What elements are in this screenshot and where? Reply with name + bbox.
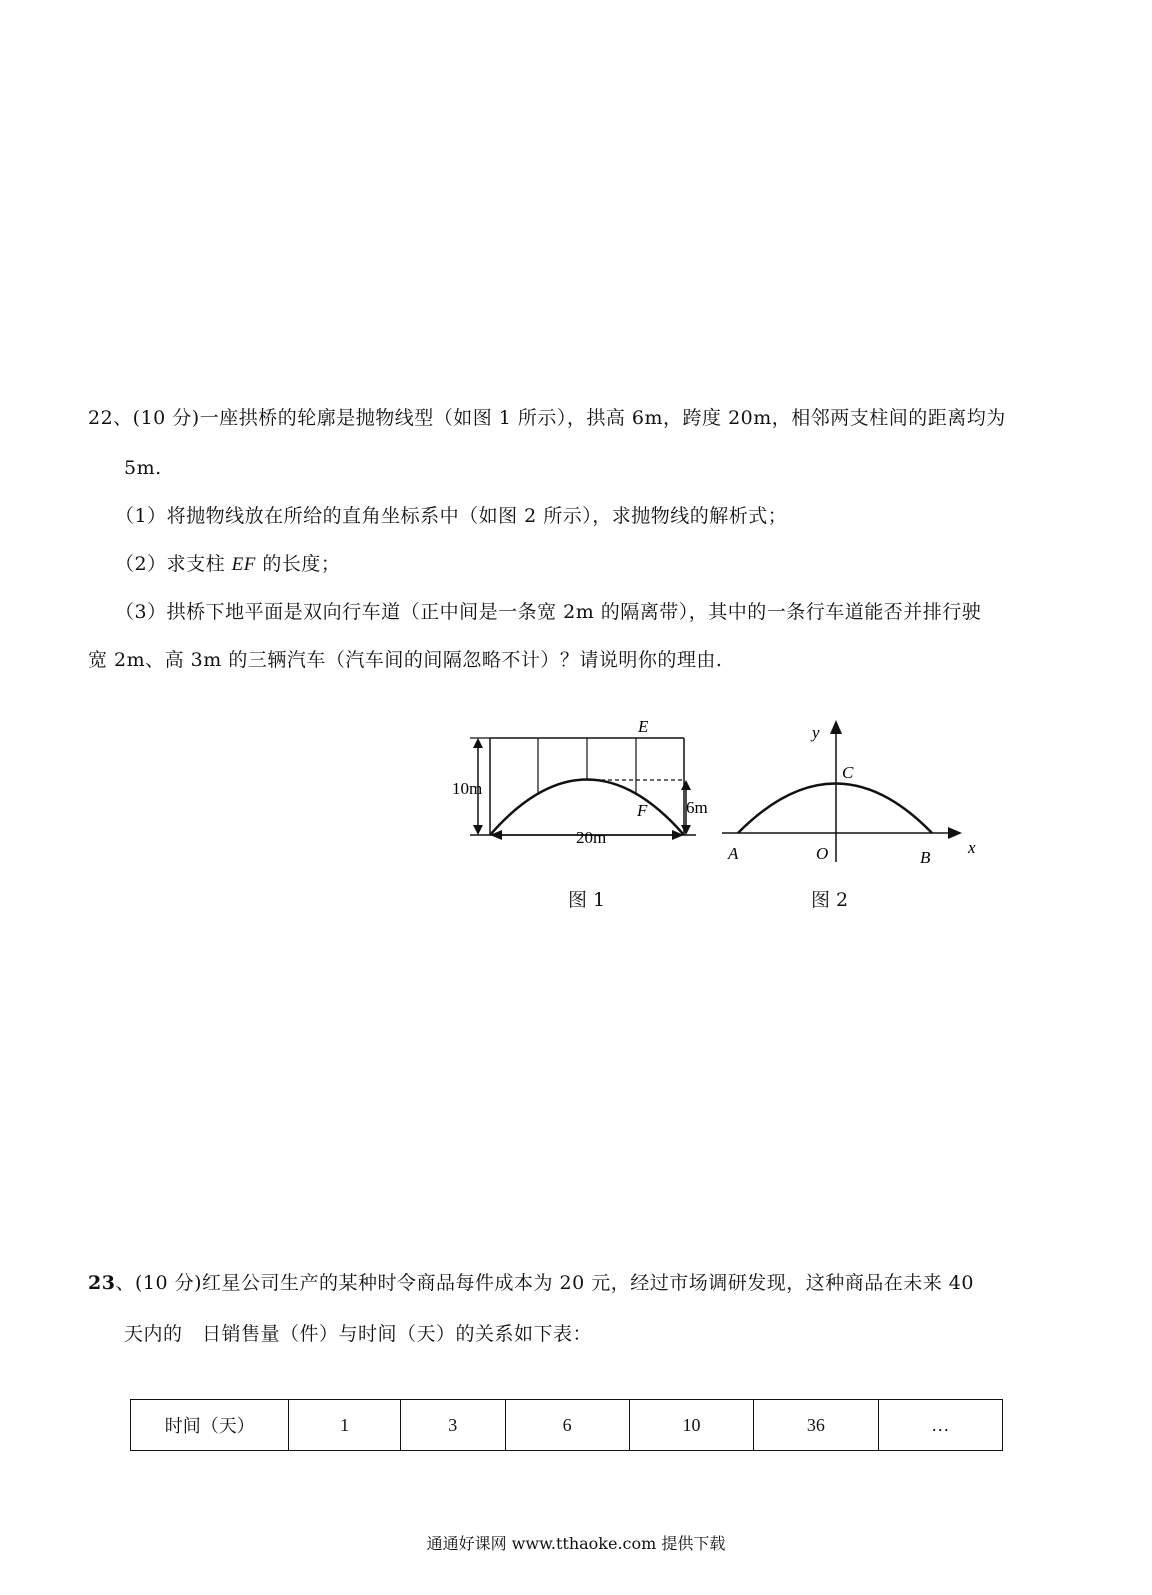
fig1-label-20m: 20m <box>576 828 607 847</box>
fig1-label-10m: 10m <box>452 779 483 798</box>
fig2-label-c: C <box>842 763 854 782</box>
q22-part2 <box>115 549 340 576</box>
fig1-label-f: F <box>637 801 648 820</box>
sales-table <box>130 1399 1003 1451</box>
q22-part3-line1: （3）拱桥下地平面是双向行车道（正中间是一条宽 2m 的隔离带），其中的一条行车道能否并排行驶 <box>115 601 982 623</box>
table-cell: 1 <box>289 1400 400 1451</box>
q22-part2-var: EF <box>231 554 256 575</box>
table-cell: 6 <box>505 1400 629 1451</box>
table-cell: 36 <box>754 1400 878 1451</box>
table-row <box>131 1400 1003 1451</box>
q22-part1: （1）将抛物线放在所给的直角坐标系中（如图 2 所示），求抛物线的解析式； <box>115 505 788 527</box>
q22-part2-prefix: （2）求支柱 <box>115 553 232 575</box>
q22-part2-suffix: 的长度； <box>255 553 341 575</box>
q23-line2: 天内的 日销售量（件）与时间（天）的关系如下表： <box>124 1323 593 1345</box>
fig2-label-y: y <box>812 723 820 742</box>
figure2-caption: 图 2 <box>811 889 849 911</box>
q22-line1: 22、(10 分)一座拱桥的轮廓是抛物线型（如图 1 所示），拱高 6m，跨度 20m，相邻两支柱间的距离均为 <box>88 407 1006 429</box>
fig1-label-e: E <box>638 717 649 736</box>
fig2-label-a: A <box>728 844 739 863</box>
table-cell: 3 <box>400 1400 505 1451</box>
q23-line1-text: 、(10 分)红星公司生产的某种时令商品每件成本为 20 元，经过市场调研发现，这种商品在未来 40 <box>115 1272 974 1294</box>
q23-line1 <box>88 1268 974 1295</box>
q22-part3-line2: 宽 2m、高 3m 的三辆汽车（汽车间的间隔忽略不计）？请说明你的理由. <box>88 649 723 671</box>
q22-line2: 5m. <box>124 457 162 479</box>
figure1-bridge-diagram <box>440 710 730 860</box>
fig1-label-6m: 6m <box>686 798 708 817</box>
figure1-caption: 图 1 <box>568 889 606 911</box>
table-cell: … <box>878 1400 1002 1451</box>
fig2-label-x: x <box>968 838 976 857</box>
table-header-cell: 时间（天） <box>131 1400 289 1451</box>
fig2-label-b: B <box>920 848 931 867</box>
fig2-label-o: O <box>816 844 829 863</box>
figure2-coordinate-diagram <box>722 712 992 872</box>
page-footer: 通通好课网 www.tthaoke.com 提供下载 <box>426 1534 726 1553</box>
q23-number: 23 <box>88 1272 116 1294</box>
table-cell: 10 <box>629 1400 753 1451</box>
